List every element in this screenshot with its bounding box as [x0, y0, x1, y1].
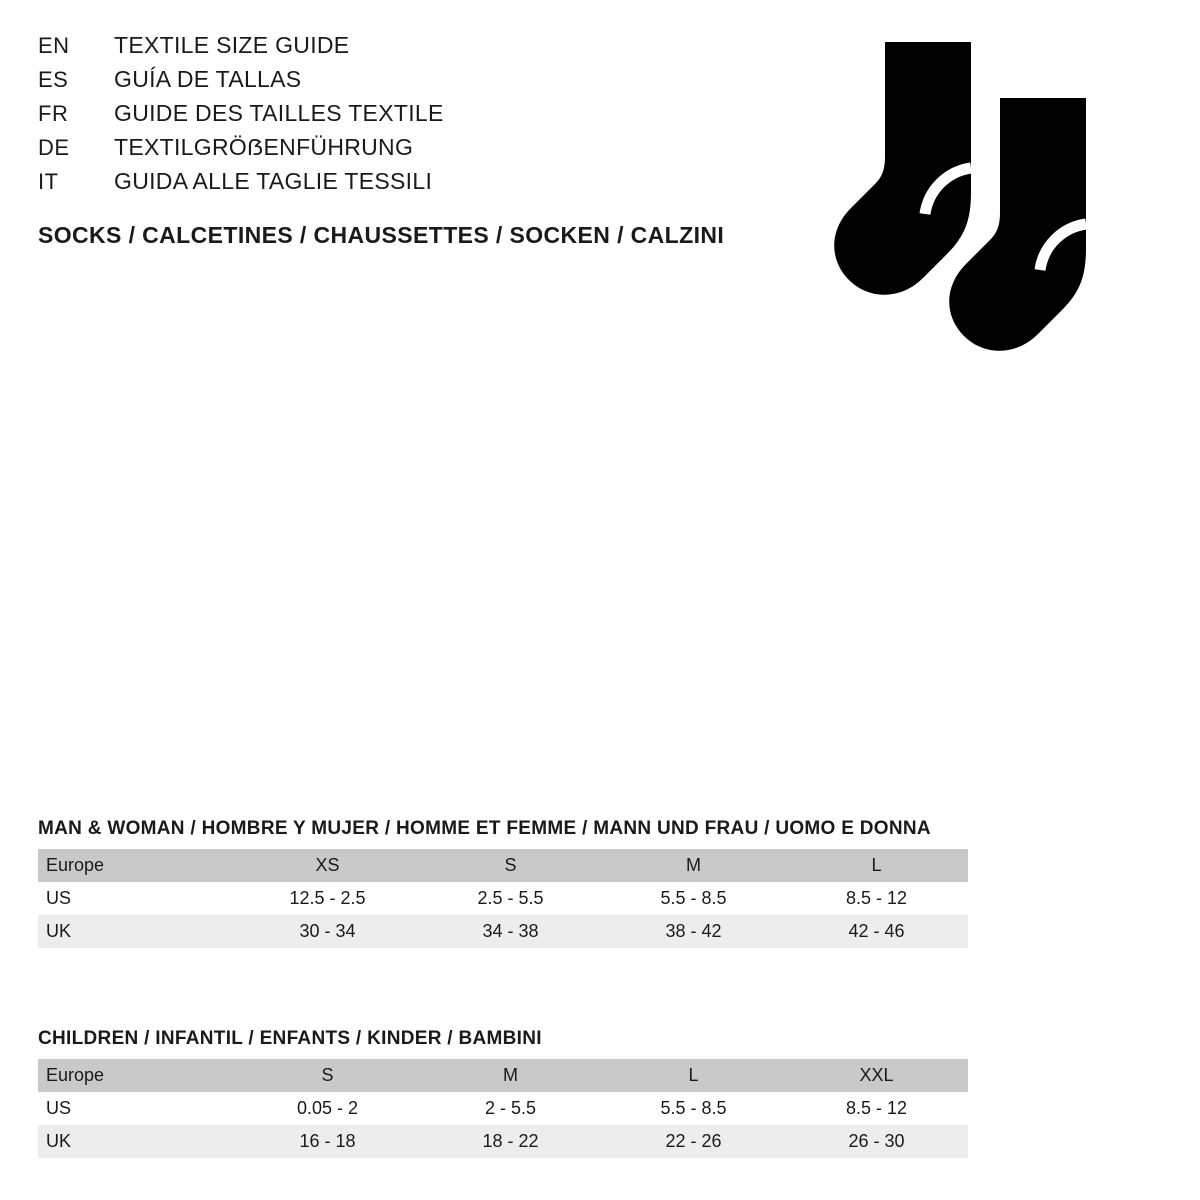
language-code: DE	[38, 135, 70, 160]
table-cell: 30 - 34	[236, 915, 419, 948]
table-cell: 34 - 38	[419, 915, 602, 948]
table-title: MAN & WOMAN / HOMBRE Y MUJER / HOMME ET FEMME / MANN UND FRAU / UOMO E DONNA	[38, 818, 931, 839]
table-cell: XXL	[785, 1059, 968, 1092]
language-list	[38, 32, 758, 202]
table-cell: 16 - 18	[236, 1125, 419, 1158]
language-row	[38, 66, 758, 100]
product-category-title: SOCKS / CALCETINES / CHAUSSETTES / SOCKEN / CALZINI	[38, 222, 725, 248]
table-cell: S	[236, 1059, 419, 1092]
table-cell: L	[602, 1059, 785, 1092]
row-label: UK	[38, 1125, 236, 1158]
language-row	[38, 168, 758, 202]
table-cell: 0.05 - 2	[236, 1092, 419, 1125]
table-row	[38, 1092, 968, 1125]
table-cell: M	[419, 1059, 602, 1092]
size-table-man-woman	[38, 818, 968, 948]
language-title: TEXTILGRÖẞENFÜHRUNG	[114, 134, 414, 160]
table-cell: 12.5 - 2.5	[236, 882, 419, 915]
table	[38, 849, 968, 948]
table-cell: 5.5 - 8.5	[602, 882, 785, 915]
table-cell: S	[419, 849, 602, 882]
row-label: Europe	[38, 1059, 236, 1092]
language-row	[38, 32, 758, 66]
table-row	[38, 1125, 968, 1158]
language-code: IT	[38, 169, 59, 194]
row-label: UK	[38, 915, 236, 948]
table-cell: 8.5 - 12	[785, 882, 968, 915]
language-code: EN	[38, 33, 70, 58]
language-title: GUÍA DE TALLAS	[114, 66, 302, 92]
language-title: GUIDE DES TAILLES TEXTILE	[114, 100, 444, 126]
table-row	[38, 882, 968, 915]
socks-icon	[800, 30, 1140, 370]
table-cell: 8.5 - 12	[785, 1092, 968, 1125]
row-label: US	[38, 882, 236, 915]
table-cell: L	[785, 849, 968, 882]
language-title: TEXTILE SIZE GUIDE	[114, 32, 350, 58]
table-cell: 18 - 22	[419, 1125, 602, 1158]
language-row	[38, 134, 758, 168]
table-cell: XS	[236, 849, 419, 882]
table-cell: 2 - 5.5	[419, 1092, 602, 1125]
table	[38, 1059, 968, 1158]
table-row	[38, 915, 968, 948]
table-cell: 42 - 46	[785, 915, 968, 948]
table-row	[38, 1059, 968, 1092]
row-label: US	[38, 1092, 236, 1125]
language-title: GUIDA ALLE TAGLIE TESSILI	[114, 168, 433, 194]
table-cell: 5.5 - 8.5	[602, 1092, 785, 1125]
size-table-children	[38, 1028, 968, 1158]
table-cell: M	[602, 849, 785, 882]
table-cell: 2.5 - 5.5	[419, 882, 602, 915]
language-code: FR	[38, 101, 69, 126]
row-label: Europe	[38, 849, 236, 882]
language-code: ES	[38, 67, 69, 92]
table-cell: 26 - 30	[785, 1125, 968, 1158]
table-title: CHILDREN / INFANTIL / ENFANTS / KINDER / BAMBINI	[38, 1028, 542, 1049]
language-row	[38, 100, 758, 134]
table-cell: 22 - 26	[602, 1125, 785, 1158]
table-cell: 38 - 42	[602, 915, 785, 948]
table-row	[38, 849, 968, 882]
